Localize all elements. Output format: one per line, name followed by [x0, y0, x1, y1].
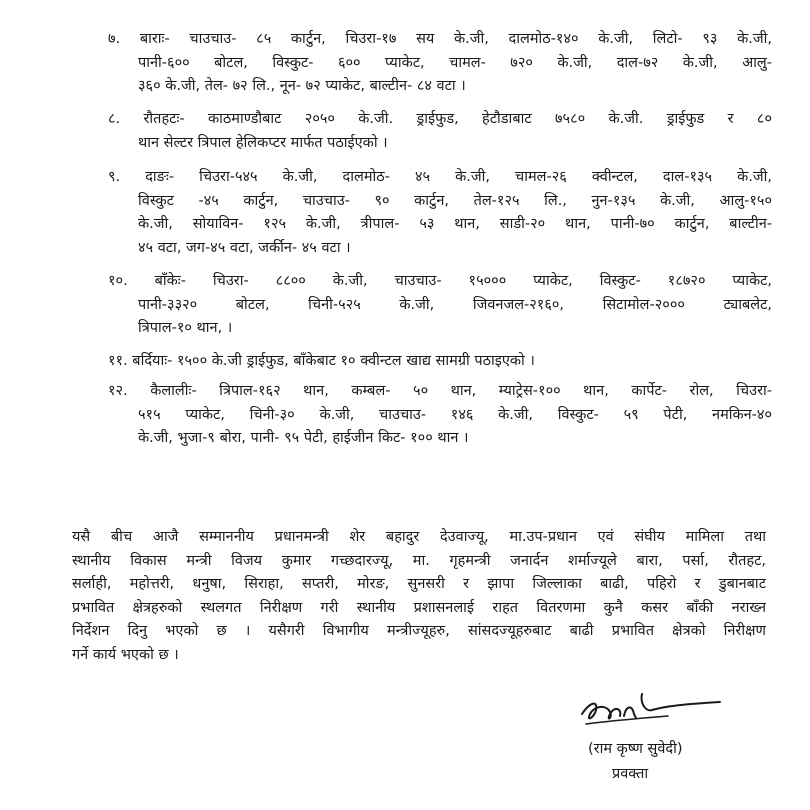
item-line: के.जी, भुजा-९ बोरा, पानी- ९५ पेटी, हाईजीन किट- १०० थान ।: [138, 430, 469, 446]
item-line: ४५ वटा, जग-४५ वटा, जर्कीन- ४५ वटा ।: [138, 239, 351, 256]
item-line: त्रिपाल-१० थान, ।: [138, 320, 233, 336]
summary-paragraph: [72, 526, 766, 667]
item-line: ५१५ प्याकेट, चिनी-३० के.जी, चाउचाउ- १४६ के.जी, विस्कुट- ५९ पेटी, नमकिन-४०: [138, 406, 772, 423]
item-line: ११. बर्दियाः- १५०० के.जी ड्राईफुड, बाँकेबाट १० क्वीन्टल खाद्य सामग्री पठाइएको ।: [108, 353, 535, 369]
list-item-bardiya: [108, 350, 772, 374]
item-line: ३६० के.जी, तेल- ७२ लि., नून- ७२ प्याकेट, बाल्टीन- ८४ वटा ।: [138, 78, 466, 94]
paragraph-line: स्थानीय विकास मन्त्री विजय कुमार गच्छदारज्यू, मा. गृहमन्त्री जनार्दन शर्माज्यूले बारा, पर्सा, रौतहट,: [72, 552, 766, 569]
item-line: १०. बाँकेः- चिउरा- ८८०० के.जी, चाउचाउ- १५००० प्याकेट, विस्कुट- १८७२० प्याकेट,: [108, 273, 772, 289]
item-line: ७. बाराः- चाउचाउ- ८५ कार्टुन, चिउरा-१७ सय के.जी, दालमोठ-१४० के.जी, लिटो- ९३ के.जी,: [108, 31, 772, 47]
paragraph-line: निर्देशन दिनु भएको छ । यसैगरी विभागीय मन्त्रीज्यूहरु, सांसदज्यूहरुबाट बाढी प्रभावित क्षेत्रको निरीक्षण: [72, 623, 766, 639]
paragraph-line: प्रभावित क्षेत्रहरुको स्थलगत निरीक्षण गरी स्थानीय प्रशासनलाई राहत वितरणमा कुनै कसर बाँकी नराख्न: [72, 599, 766, 616]
item-line: विस्कुट -४५ कार्टुन, चाउचाउ- ९० कार्टुन, तेल-१२५ लि., नुन-१३५ के.जी, आलु-१५०: [138, 192, 772, 209]
item-line: पानी-३३२० बोटल, चिनी-५२५ के.जी, जिवनजल-२१६०, सिटामोल-२००० ट्याबलेट,: [138, 296, 772, 313]
list-item-bara: [108, 28, 772, 99]
handwritten-signature: [576, 684, 726, 732]
item-line: ९. दाङः- चिउरा-५४५ के.जी, दालमोठ- ४५ के.जी, चामल-२६ क्वीन्टल, दाल-१३५ के.जी,: [108, 169, 772, 185]
paragraph-line: यसै बीच आजै सम्माननीय प्रधानमन्त्री शेर बहादुर देउवाज्यू, मा.उप-प्रधान एवं संघीय मामिला तथा: [72, 529, 766, 545]
paragraph-line: सर्लाही, महोत्तरी, धनुषा, सिराहा, सप्तरी, मोरङ, सुनसरी र झापा जिल्लाका बाढी, पहिरो र डुबानबाट: [72, 576, 766, 592]
list-item-banke: [108, 270, 772, 341]
list-item-kailali: [108, 380, 772, 451]
signatory-title: प्रवक्ता: [612, 766, 649, 782]
item-line: थान सेल्टर त्रिपाल हेलिकप्टर मार्फत पठाईएको ।: [138, 134, 388, 151]
paragraph-line: गर्ने कार्य भएको छ ।: [72, 646, 179, 663]
item-line: १२. कैलालीः- त्रिपाल-१६२ थान, कम्बल- ५० थान, म्याट्रेस-१०० थान, कार्पेट- रोल, चिउरा-: [108, 383, 772, 399]
list-item-dang: [108, 166, 772, 260]
signatory-name: (राम कृष्ण सुवेदी): [588, 741, 683, 757]
list-item-rautahat: [108, 108, 772, 155]
item-line: ८. रौतहटः- काठमाण्डौबाट २०५० के.जी. ड्राईफुड, हेटौडाबाट ७५८० के.जी. ड्राईफुड र ८०: [108, 111, 772, 127]
item-line: पानी-६०० बोटल, विस्कुट- ६०० प्याकेट, चामल- ७२० के.जी, दाल-७२ के.जी, आलु-: [138, 54, 772, 71]
item-line: के.जी, सोयाविन- १२५ के.जी, त्रीपाल- ५३ थान, साडी-२० थान, पानी-७० कार्टुन, बाल्टीन-: [138, 216, 772, 232]
